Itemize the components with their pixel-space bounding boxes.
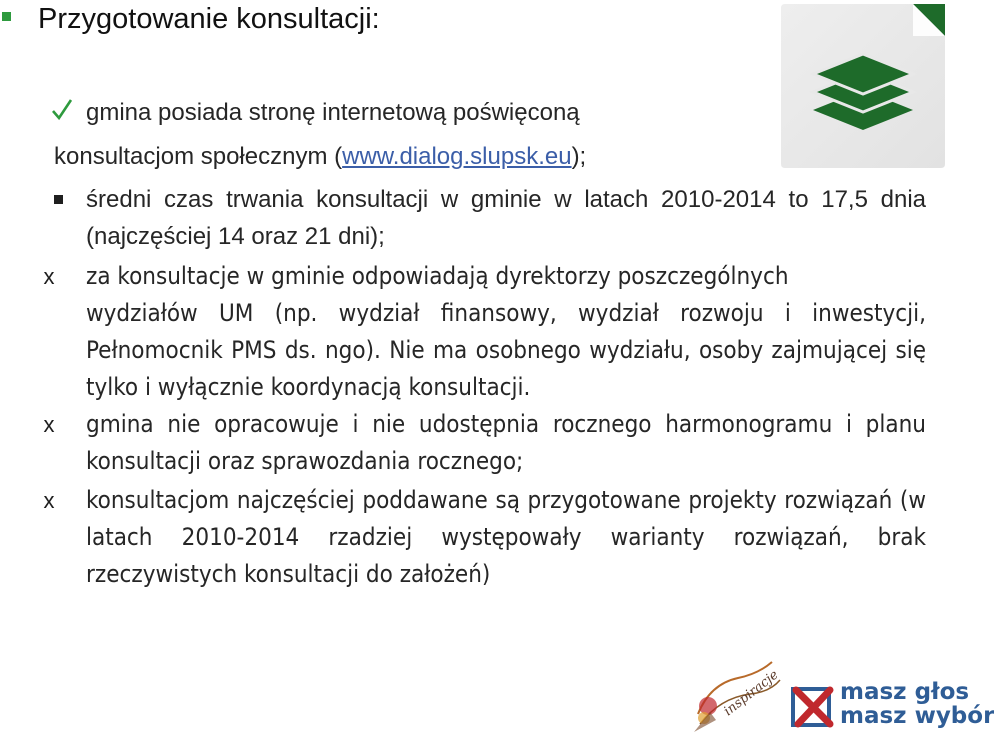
item-text: konsultacjom najczęściej poddawane są przygotowane projekty rozwiązań (w latach 2010-2014 rzadziej występowały warianty rozwiązań, brak rzeczywistych konsultacji do założeń) [86,486,926,588]
x-mark-icon: x [43,488,55,513]
square-bullet-icon [54,195,63,204]
item-text-line [54,138,586,175]
website-link[interactable]: www.dialog.slupsk.eu [342,143,572,170]
x-mark-icon: x [43,412,55,437]
logo-text-line: masz głos [840,679,970,705]
ballot-x-icon [790,684,836,730]
x-mark-icon: x [43,264,55,289]
inspiracje-logo-text: inspiracje [721,667,782,720]
item-text: średni czas trwania konsultacji w gminie w latach 2010-2014 to 17,5 dnia (najczęściej 14 oraz 21 dni); [86,186,926,250]
inspiracje-logo-icon [680,654,790,747]
slide-title-row [0,0,760,40]
item-text: ); [571,143,587,170]
item-text: konsultacjom społecznym ( [54,143,343,170]
item-text-line: za konsultacje w gminie odpowiadają dyrektorzy poszczególnych [86,262,789,290]
footer-logos [680,654,994,747]
title-bullet-icon [2,12,11,21]
check-icon [50,94,74,135]
item-text: gmina nie opracowuje i nie udostępnia rocznego harmonogramu i planu konsultacji oraz sprawozdania rocznego; [86,410,926,475]
slide-title: Przygotowanie konsultacji: [38,3,380,35]
logo-text-line: masz wybór [840,703,994,729]
item-text-line: gmina posiada stronę internetową poświęconą [86,99,580,126]
layers-logo-icon [781,4,945,168]
item-text: wydziałów UM (np. wydział finansowy, wydział rozwoju i inwestycji, Pełnomocnik PMS ds. ngo). Nie ma osobnego wydziału, osoby zajmującej się tylko i wyłącznie koordynacją konsultacji. [86,299,926,401]
